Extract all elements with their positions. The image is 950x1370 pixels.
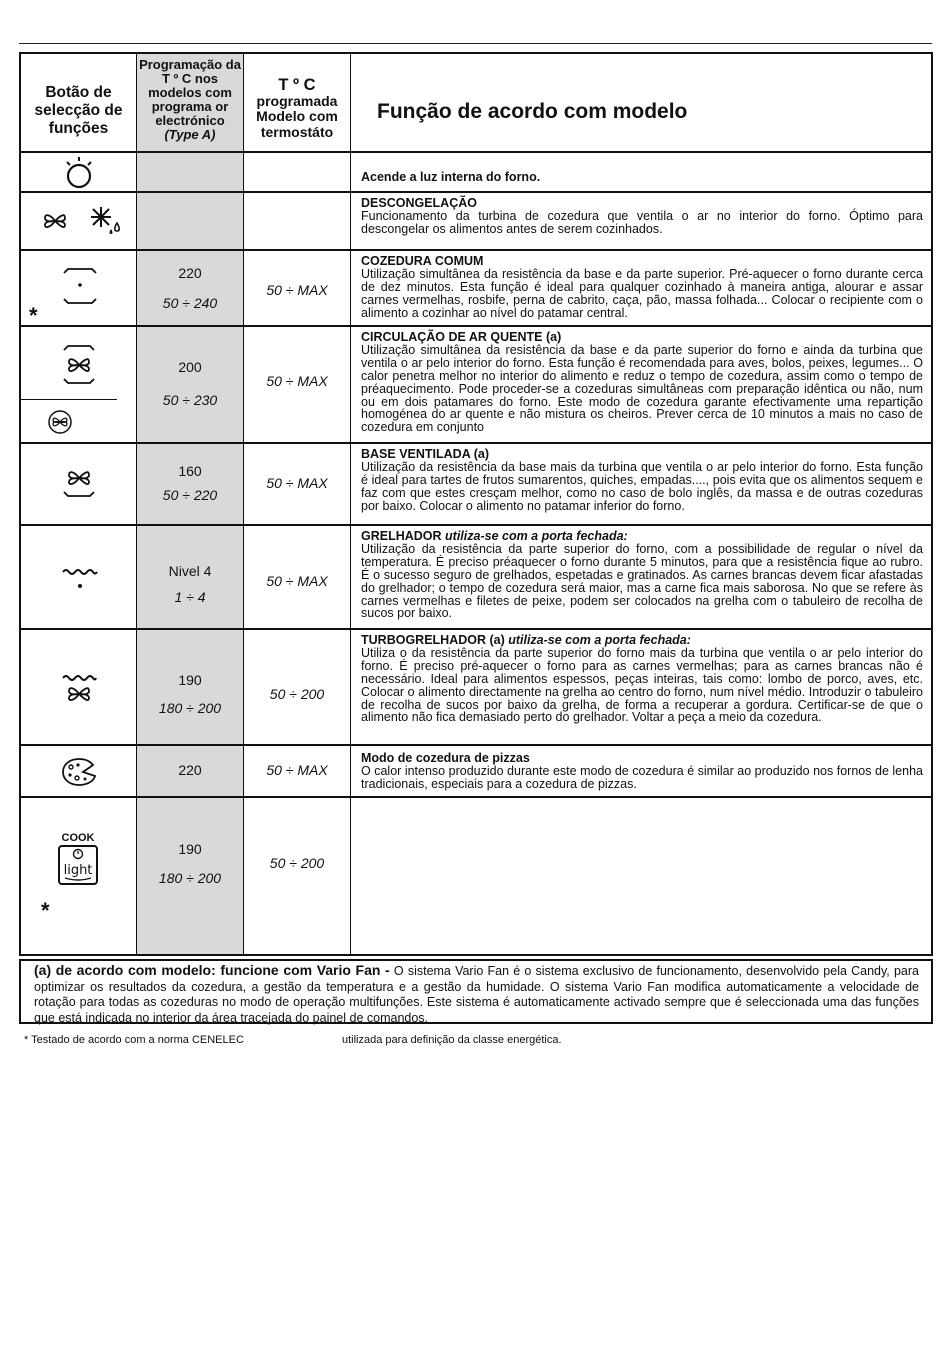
function-cell — [351, 526, 931, 628]
function-cell — [351, 153, 931, 191]
selector-cell — [21, 746, 137, 796]
defrost-icon — [89, 203, 125, 237]
grill-icon — [61, 568, 99, 592]
type-a-cell — [137, 630, 244, 744]
pizza-icon — [61, 756, 97, 788]
selector-cell — [21, 630, 137, 744]
table-row — [21, 251, 931, 327]
header-function: Função de acordo com modelo — [377, 100, 688, 123]
type-a-default: 160 — [178, 463, 202, 479]
thermostat-range: 50 ÷ MAX — [266, 475, 328, 491]
functions-table — [19, 52, 933, 956]
thermostat-range: 50 ÷ 200 — [269, 855, 325, 871]
function-title: COZEDURA COMUM — [361, 254, 484, 268]
thermostat-cell — [244, 630, 351, 744]
function-title-main: TURBOGRELHADOR (a) — [361, 633, 509, 647]
type-a-cell — [137, 746, 244, 796]
function-description: O calor intenso produzido durante este modo de cozedura é similar ao produzido nos fornos de lenha tradicionais, especiais para a cozedura de pizzas. — [361, 763, 923, 791]
table-row — [21, 193, 931, 251]
type-a-cell — [137, 251, 244, 325]
selector-cell — [21, 526, 137, 628]
thermostat-cell — [244, 153, 351, 191]
function-cell — [351, 630, 931, 744]
table-row — [21, 153, 931, 193]
fan-top-bottom-icon — [61, 345, 97, 385]
function-description: Utiliza o da resistência da parte superior do forno mais da turbina que ventila o ar pelo interior do forno. É preciso pré-aquecer o forno para as carnes vermelhas; para as carnes brancas não é necessário. Ideal para alimentos espessos, peças inteiras, tais como: lombo de porco, aves, etc. Colocar o alimento directamente na grelha ao centro do forno, num nível médio. Introduzir o tabuleiro de recolha de sucos por baixo da grelha, de forma a recuperar a gordura. Certificar-se de que o alimento não fica demasiado perto do grelhador. Voltar a peça a meio da cozedura. — [361, 645, 923, 725]
thermostat-cell — [244, 526, 351, 628]
header-thermostat-text: programada Modelo com termostáto — [256, 92, 338, 140]
thermostat-cell — [244, 193, 351, 249]
header-type-a-label: (Type A) — [164, 127, 216, 142]
table-row — [21, 798, 931, 954]
thermostat-cell — [244, 798, 351, 954]
cenelec-star: * — [41, 898, 50, 923]
type-a-cell — [137, 327, 244, 442]
table-row — [21, 526, 931, 630]
type-a-default: 220 — [178, 762, 202, 778]
type-a-default: 220 — [178, 265, 202, 281]
thermostat-cell — [244, 327, 351, 442]
type-a-range: 180 ÷ 200 — [158, 870, 222, 886]
type-a-range: 50 ÷ 220 — [162, 487, 218, 503]
selector-cell — [21, 251, 137, 328]
icon-divider — [21, 399, 117, 400]
cenelec-star: * — [29, 303, 38, 328]
table-header — [21, 54, 931, 153]
table-row — [21, 327, 931, 444]
thermostat-cell — [244, 444, 351, 524]
header-type-a-text: Programação da T º C nos modelos com programa or electrónico — [139, 57, 241, 128]
turbo-grill-icon — [61, 674, 97, 708]
table-row — [21, 444, 931, 526]
conventional-heat-icon — [61, 267, 99, 307]
function-description: Utilização da resistência da base mais da turbina que ventila o ar pelo interior do forno. Esta função é ideal para tartes de frutos sumarentos, quiches, empadas...., pois evita que os alimentos sequem e faz com que estes cresçam melhor, como no caso de bolo inglês, da massa e de outras cozeduras por baixo. Colocar o alimento no patamar inferior do forno. — [361, 459, 923, 513]
function-title: CIRCULAÇÃO DE AR QUENTE (a) — [361, 330, 562, 344]
function-title: Modo de cozedura de pizzas — [361, 751, 530, 765]
selector-cell — [21, 193, 137, 249]
function-cell — [351, 193, 931, 249]
selector-cell — [21, 153, 137, 191]
vario-fan-note — [19, 959, 933, 1024]
footnote-right: utilizada para definição da classe energética. — [342, 1034, 562, 1046]
top-rule — [19, 43, 932, 44]
function-title: Acende a luz interna do forno. — [361, 170, 541, 184]
type-a-range: 180 ÷ 200 — [158, 700, 222, 716]
thermostat-range: 50 ÷ 200 — [269, 686, 325, 702]
thermostat-cell — [244, 251, 351, 325]
cook-light-label-cook: COOK — [61, 832, 95, 844]
type-a-cell — [137, 526, 244, 628]
function-cell — [351, 798, 931, 954]
thermostat-cell — [244, 746, 351, 796]
table-row — [21, 630, 931, 746]
header-thermostat — [244, 54, 351, 151]
function-description: Utilização da resistência da parte superior do forno, com a possibilidade de regular o nível da temperatura. É preciso préaquecer o forno durante 5 minutos, para que a resistência fique ao rubro. É o sucesso seguro de grelhados, espetadas e gratinados. As carnes brancas devem ficar afastadas do grelhador; o tempo de cozedura será maior, mas a carne fica mais saborosa. No que se refere às carnes vermelhas e filetes de peixe, podem ser colocados na grelha com o tabuleiro de recolha de sucos por baixo. — [361, 541, 923, 621]
selector-cell — [21, 798, 137, 954]
type-a-range: 50 ÷ 240 — [162, 295, 218, 311]
cook-light-icon — [53, 830, 103, 890]
function-cell — [351, 444, 931, 524]
fan-circle-icon — [47, 409, 73, 435]
function-title-suffix: utiliza-se com a porta fechada: — [445, 529, 628, 543]
header-selector: Botão de selecção de funções — [21, 54, 137, 151]
cook-light-label-light: light — [63, 863, 93, 878]
fan-bottom-icon — [61, 464, 97, 500]
function-title: DESCONGELAÇÃO — [361, 196, 477, 210]
lamp-icon — [63, 156, 95, 190]
function-description: Utilização simultânea da resistência da base e da parte superior. Pré-aquecer o forno durante cerca de dez minutos. Esta função é ideal para qualquer cozinhado à maneira antiga, alourar e assar carnes vermelhas, rosbife, perna de cabrito, caça, pão, massa folhada... Colocar o recipiente com o alimento a cozinhar ao nível do patamar central. — [361, 266, 923, 320]
selector-cell — [21, 327, 137, 442]
function-cell — [351, 251, 931, 325]
thermostat-range: 50 ÷ MAX — [266, 762, 328, 778]
type-a-range: 50 ÷ 230 — [162, 392, 218, 408]
type-a-range: 1 ÷ 4 — [174, 589, 206, 605]
type-a-cell — [137, 153, 244, 191]
thermostat-range: 50 ÷ MAX — [266, 573, 328, 589]
header-thermostat-temp: T º C — [278, 76, 316, 94]
table-row — [21, 746, 931, 798]
thermostat-range: 50 ÷ MAX — [266, 373, 328, 389]
vario-fan-note-heading: (a) de acordo com modelo: funcione com Vario Fan - — [34, 962, 390, 978]
function-description: Funcionamento da turbina de cozedura que ventila o ar no interior do forno. Óptimo para descongelar os alimentos antes de serem cozinhados. — [361, 208, 923, 236]
type-a-default: 190 — [178, 672, 202, 688]
function-title-main: GRELHADOR — [361, 529, 446, 543]
type-a-cell — [137, 798, 244, 954]
function-description: Utilização simultânea da resistência da base e da parte superior do forno e ainda da turbina que ventila o ar pelo interior do forno. Esta função é recomendada para aves, bolos, peixes, legumes... O calor penetra melhor no interior do alimento e reduz o tempo de cozedura, assim como o tempo de préaquecimento. Pode proceder-se a cozeduras simultâneas com preparação idêntica ou não, num ou em dois patamares do forno. Este modo de cozedura garante efectivamente uma repartição homogénea do ar quente e não mistura os cheiros. Prever cerca de 10 minutos a mais no caso de cozedura em conjunto — [361, 342, 923, 435]
type-a-default: 190 — [178, 841, 202, 857]
header-type-a — [137, 54, 244, 151]
type-a-cell — [137, 444, 244, 524]
function-title: BASE VENTILADA (a) — [361, 447, 490, 461]
fan-icon — [41, 207, 69, 235]
thermostat-range: 50 ÷ MAX — [266, 282, 328, 298]
type-a-cell — [137, 193, 244, 249]
selector-cell — [21, 444, 137, 524]
function-cell — [351, 327, 931, 442]
function-title-suffix: utiliza-se com a porta fechada: — [508, 633, 691, 647]
footnote-left: * Testado de acordo com a norma CENELEC — [24, 1034, 244, 1046]
type-a-default: 200 — [178, 359, 202, 375]
vario-fan-note-text: O sistema Vario Fan é o sistema exclusivo de funcionamento, desenvolvido pela Candy, para optimizar os resultados da cozedura, a gestão da temperatura e a gestão da humidade. O sistema Vario Fan modifica automaticamente a velocidade de rotação para todas as cozeduras no modo de operação multifunções. Este sistema é automaticamente activado sempre que é seleccionada uma das funções que está indicada no interior da área tracejada do painel de comandos. — [34, 964, 919, 1025]
type-a-default: Nivel 4 — [168, 563, 212, 579]
function-cell — [351, 746, 931, 796]
